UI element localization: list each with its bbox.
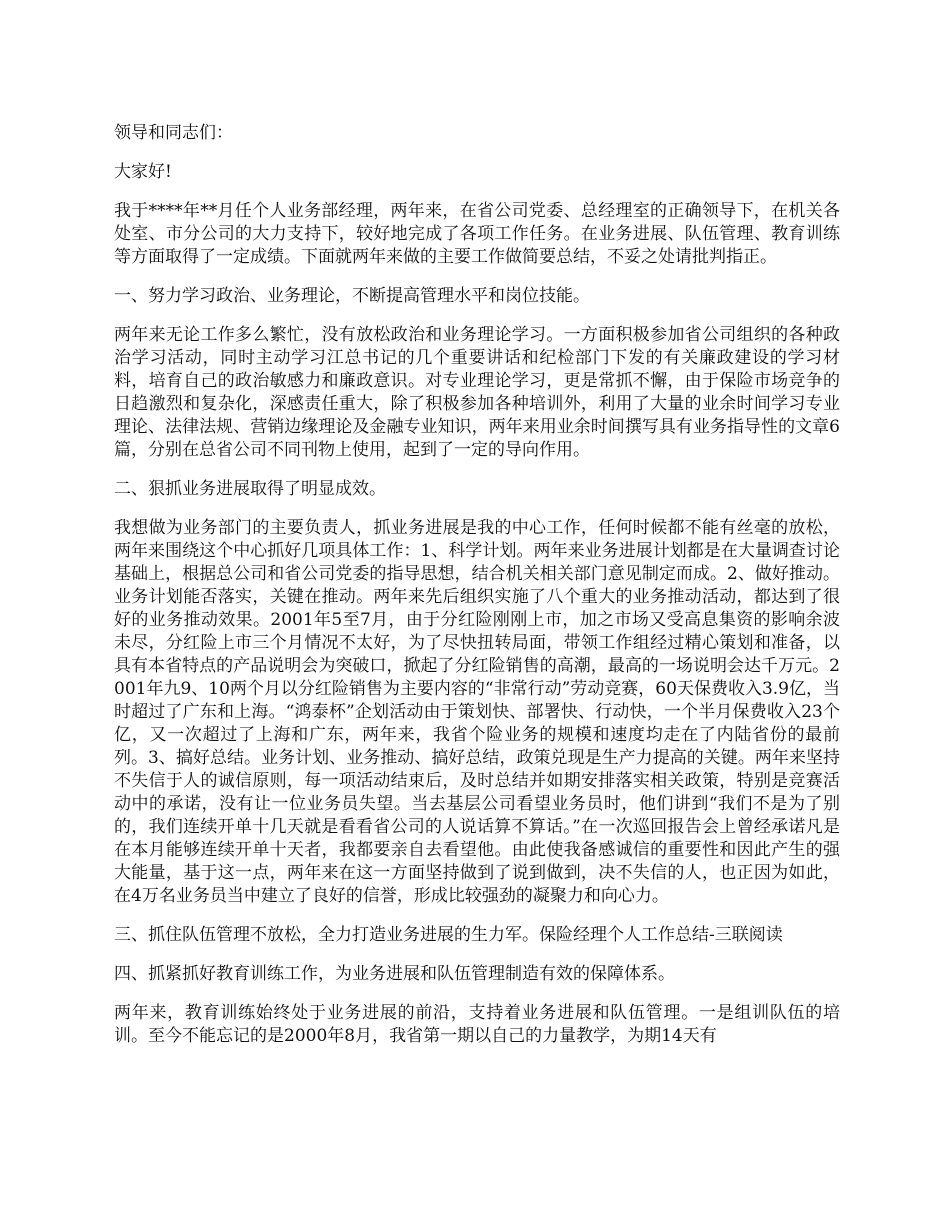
salutation: 领导和同志们：	[114, 123, 233, 143]
section-4-paragraph: 两年来，教育训练始终处于业务进展的前沿，支持着业务进展和队伍管理。一是组训队伍的培训。至今不能忘记的是2000年8月，我省第一期以自己的力量教学，为期14天有	[114, 1003, 840, 1046]
section-heading-3: 三、抓住队伍管理不放松，全力打造业务进展的生力军。保险经理个人工作总结-三联阅读	[114, 925, 783, 945]
section-2-paragraph: 我想做为业务部门的主要负责人，抓业务进展是我的中心工作，任何时候都不能有丝毫的放松，两年来围绕这个中心抓好几项具体工作：1、科学计划。两年来业务进展计划都是在大量调查讨论基础上，根据总公司和省公司党委的指导思想，结合机关相关部门意见制定而成。2、做好推动。业务计划能否落实，关键在推动。两年来先后组织实施了八个重大的业务推动活动，都达到了很好的业务推动效果。2001年5至7月，由于分红险刚刚上市，加之市场又受高息集资的影响余波未尽，分红险上市三个月情况不太好，为了尽快扭转局面，带领工作组经过精心策划和准备，以具有本省特点的产品说明会为突破口，掀起了分红险销售的高潮，最高的一场说明会达千万元。2001年九9、10两个月以分红险销售为主要内容的“非常行动”劳动竞赛，60天保费收入3.9亿，当时超过了广东和上海。“鸿泰杯”企划活动由于策划快、部署快、行动快，一个半月保费收入23个亿，又一次超过了上海和广东，两年来，我省个险业务的规模和速度均走在了内陆省份的最前列。3、搞好总结。业务计划、业务推动、搞好总结，政策兑现是生产力提高的关键。两年来坚持不失信于人的诚信原则，每一项活动结束后，及时总结并如期安排落实相关政策，特别是竞赛活动中的承诺，没有让一位业务员失望。当去基层公司看望业务员时，他们讲到“我们不是为了别的，我们连续开单十几天就是看看省公司的人说话算不算话。”在一次巡回报告会上曾经承诺凡是在本月能够连续开单十天者，我都要亲自去看望他。由此使我备感诚信的重要性和因此产生的强大能量，基于这一点，两年来在这一方面坚持做到了说到做到，决不失信的人，也正因为如此，在4万名业务员当中建立了良好的信誉，形成比较强劲的凝聚力和向心力。	[114, 518, 840, 906]
section-1-paragraph: 两年来无论工作多么繁忙，没有放松政治和业务理论学习。一方面积极参加省公司组织的各种政治学习活动，同时主动学习江总书记的几个重要讲话和纪检部门下发的有关廉政建设的学习材料，培育自己的政治敏感力和廉政意识。对专业理论学习，更是常抓不懈，由于保险市场竞争的日趋激烈和复杂化，深感责任重大，除了积极参加各种培训外，利用了大量的业余时间学习专业理论、法律法规、营销边缘理论及金融专业知识，两年来用业余时间撰写具有业务指导性的文章6篇，分别在总省公司不同刊物上使用，起到了一定的导向作用。	[114, 325, 840, 460]
section-heading-4: 四、抓紧抓好教育训练工作，为业务进展和队伍管理制造有效的保障体系。	[114, 964, 675, 984]
section-heading-1: 一、努力学习政治、业务理论，不断提高管理水平和岗位技能。	[114, 286, 590, 306]
document-body	[114, 122, 840, 1064]
greeting: 大家好!	[114, 162, 172, 182]
intro-paragraph: 我于****年**月任个人业务部经理，两年来，在省公司党委、总经理室的正确领导下，在机关各处室、市分公司的大力支持下，较好地完成了各项工作任务。在业务进展、队伍管理、教育训练等方面取得了一定成绩。下面就两年来做的主要工作做简要总结，不妥之处请批判指正。	[114, 201, 840, 267]
section-heading-2: 二、狠抓业务进展取得了明显成效。	[114, 479, 386, 499]
